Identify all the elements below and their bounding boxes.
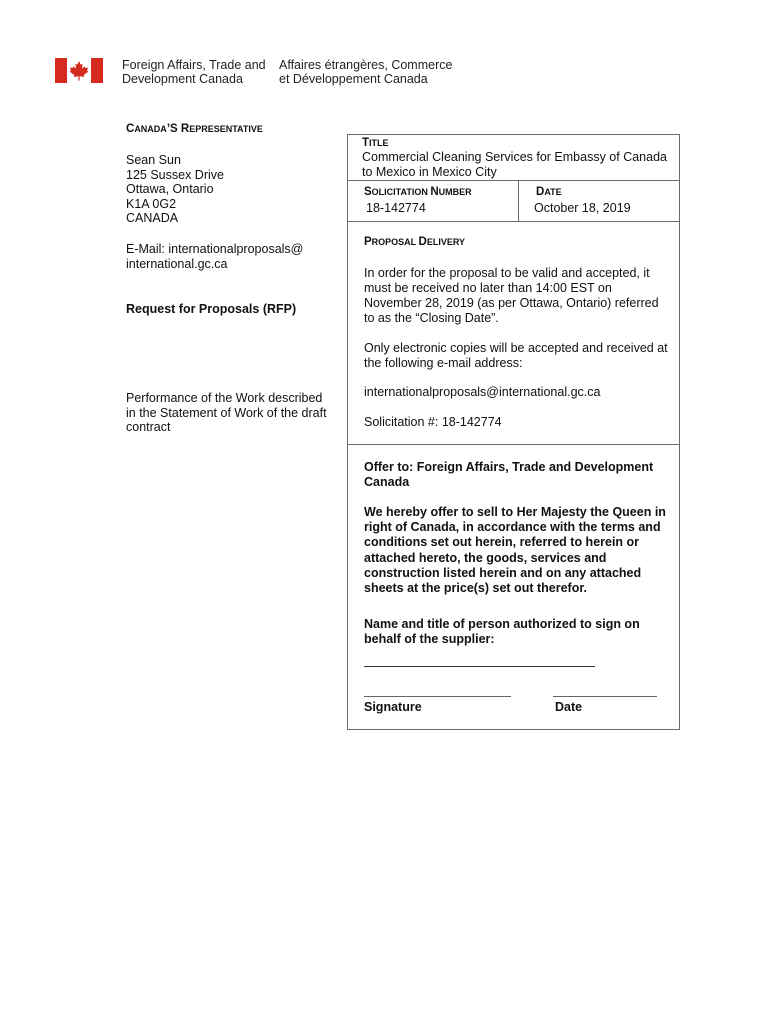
- delivery-email: internationalproposals@international.gc.ca: [364, 385, 601, 399]
- title-heading: TITLE: [362, 137, 389, 149]
- solicitation-number-value: 18-142774: [366, 201, 426, 215]
- department-name-en: Foreign Affairs, Trade and Development Canada: [122, 58, 266, 86]
- representative-heading: CANADA’S REPRESENTATIVE: [126, 123, 263, 135]
- divider: [347, 221, 679, 222]
- divider: [347, 180, 679, 181]
- representative-contact: [126, 153, 224, 226]
- date-value: October 18, 2019: [534, 201, 631, 215]
- solicitation-reference: Solicitation #: 18-142774: [364, 415, 502, 429]
- date-label: Date: [555, 700, 583, 714]
- delivery-instructions: In order for the proposal to be valid and accepted, it must be received no later than 14:00 EST on November 28, 2019 (as per Ottawa, Ontario) referred to as the “Closing Date”.: [364, 266, 659, 325]
- proposal-delivery-heading: PROPOSAL DELIVERY: [364, 236, 466, 248]
- date-heading: DATE: [536, 186, 562, 198]
- offer-statement: We hereby offer to sell to Her Majesty the Queen in right of Canada, in accordance with the terms and conditions set out herein, referred to herein or attached hereto, the goods, services and construction listed herein and on any attached sheets at the price(s) set out therefor.: [364, 505, 666, 596]
- performance-description: Performance of the Work described in the Statement of Work of the draft contract: [126, 391, 327, 435]
- canada-flag-logo: [55, 58, 103, 83]
- representative-email: E-Mail: internationalproposals@ international.gc.ca: [126, 242, 304, 271]
- divider: [518, 180, 519, 221]
- offer-to: Offer to: Foreign Affairs, Trade and Development Canada: [364, 460, 654, 489]
- representative-name: Sean Sun: [126, 153, 181, 167]
- rfp-title: Request for Proposals (RFP): [126, 302, 297, 316]
- signature-line: [364, 696, 511, 697]
- department-name-fr: Affaires étrangères, Commerce et Développement Canada: [279, 58, 453, 86]
- signature-label: Signature: [364, 700, 422, 714]
- name-title-line: [364, 666, 595, 667]
- date-signed-line: [553, 696, 657, 697]
- address-country: CANADA: [126, 211, 179, 226]
- maple-leaf-flag-icon: [55, 58, 103, 83]
- solicitation-number-heading: SOLICITATION NUMBER: [364, 186, 472, 198]
- electronic-copies-note: Only electronic copies will be accepted and received at the following e-mail address:: [364, 341, 668, 370]
- address-line: 125 Sussex Drive: [126, 167, 224, 182]
- authorized-person-label: Name and title of person authorized to sign on behalf of the supplier:: [364, 617, 640, 646]
- address-city: Ottawa, Ontario: [126, 182, 214, 197]
- solicitation-title: Commercial Cleaning Services for Embassy of Canada to Mexico in Mexico City: [362, 150, 667, 179]
- address-postal: K1A 0G2: [126, 196, 177, 211]
- divider: [347, 444, 679, 445]
